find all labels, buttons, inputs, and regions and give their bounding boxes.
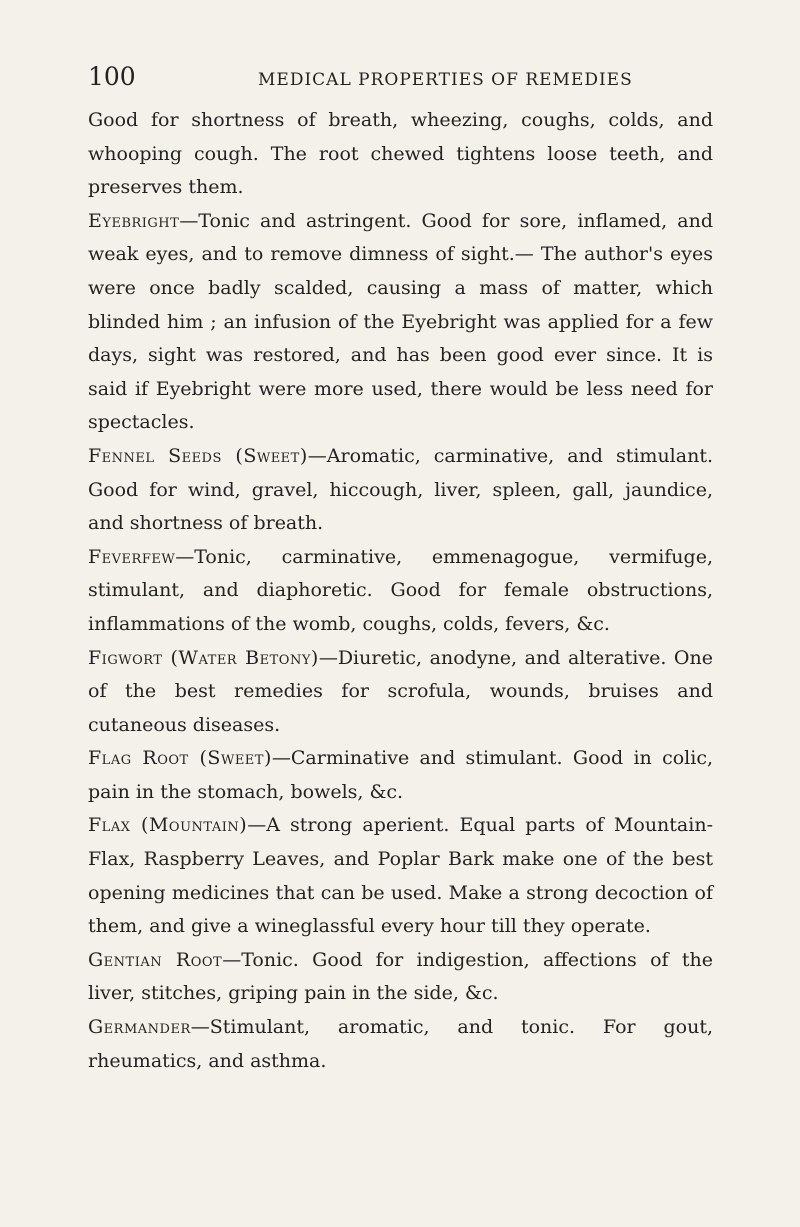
entry-flag-root [88, 742, 713, 809]
entry-gentian-root [88, 944, 713, 1011]
entry-text: —Tonic. Good for indigestion, affections of the liver, stitches, griping pain in the side, &c. [88, 948, 714, 1005]
entry-heading: Figwort (Water Betony) [88, 646, 319, 669]
paragraph-continuation [88, 104, 713, 205]
entry-text: —A strong aperient. Equal parts of Mountain-Flax, Raspberry Leaves, and Poplar Bark make one of the best opening medicines that can be used. Make a strong decoction of them, and give a wineglassful every hour till they operate. [88, 814, 713, 938]
entry-germander [88, 1011, 713, 1078]
entry-heading: Flax (Mountain) [88, 814, 248, 837]
entry-text: —Stimulant, aromatic, and tonic. For gout, rheumatics, and asthma. [88, 1016, 713, 1072]
entry-fennel-seeds [88, 440, 713, 541]
entry-heading: Gentian Root [88, 948, 223, 971]
entry-text: —Tonic and astringent. Good for sore, inflamed, and weak eyes, and to remove dimness of sight.— The author's eyes were once badly scalded, causing a mass of matter, which blinded him ; an infusion of the Eyebright was applied for a few days, sight was restored, and has been good ever since. It is said if Eyebright were more used, there would be less need for spectacles. [88, 209, 713, 434]
entry-text: —Diuretic, anodyne, and alterative. One of the best remedies for scrofula, wounds, bruises and cutaneous diseases. [88, 646, 713, 736]
page-header [88, 62, 713, 98]
running-title: MEDICAL PROPERTIES OF REMEDIES [258, 70, 633, 90]
page-number: 100 [88, 62, 136, 91]
paragraph-text: Good for shortness of breath, wheezing, coughs, colds, and whooping cough. The root chewed tightens loose teeth, and preserves them. [88, 109, 713, 199]
entry-text: —Tonic, carminative, emmenagogue, vermifuge, stimulant, and diaphoretic. Good for female obstructions, inflammations of the womb, coughs, colds, fevers, &c. [88, 545, 713, 635]
entry-figwort [88, 642, 713, 743]
entry-heading: Fennel Seeds (Sweet) [88, 444, 308, 467]
entry-text: —Aromatic, carminative, and stimulant. Good for wind, gravel, hiccough, liver, spleen, gall, jaundice, and shortness of breath. [88, 444, 713, 535]
entry-heading: Germander [88, 1016, 191, 1039]
page-body [88, 104, 713, 1078]
entry-feverfew [88, 541, 713, 642]
entry-heading: Feverfew [88, 545, 176, 568]
entry-heading: Flag Root (Sweet) [88, 747, 272, 770]
entry-eyebright [88, 205, 713, 440]
entry-flax [88, 809, 713, 943]
entry-heading: Eyebright [88, 209, 180, 232]
entry-text: —Carminative and stimulant. Good in colic, pain in the stomach, bowels, &c. [88, 747, 713, 803]
book-page [88, 62, 713, 1078]
